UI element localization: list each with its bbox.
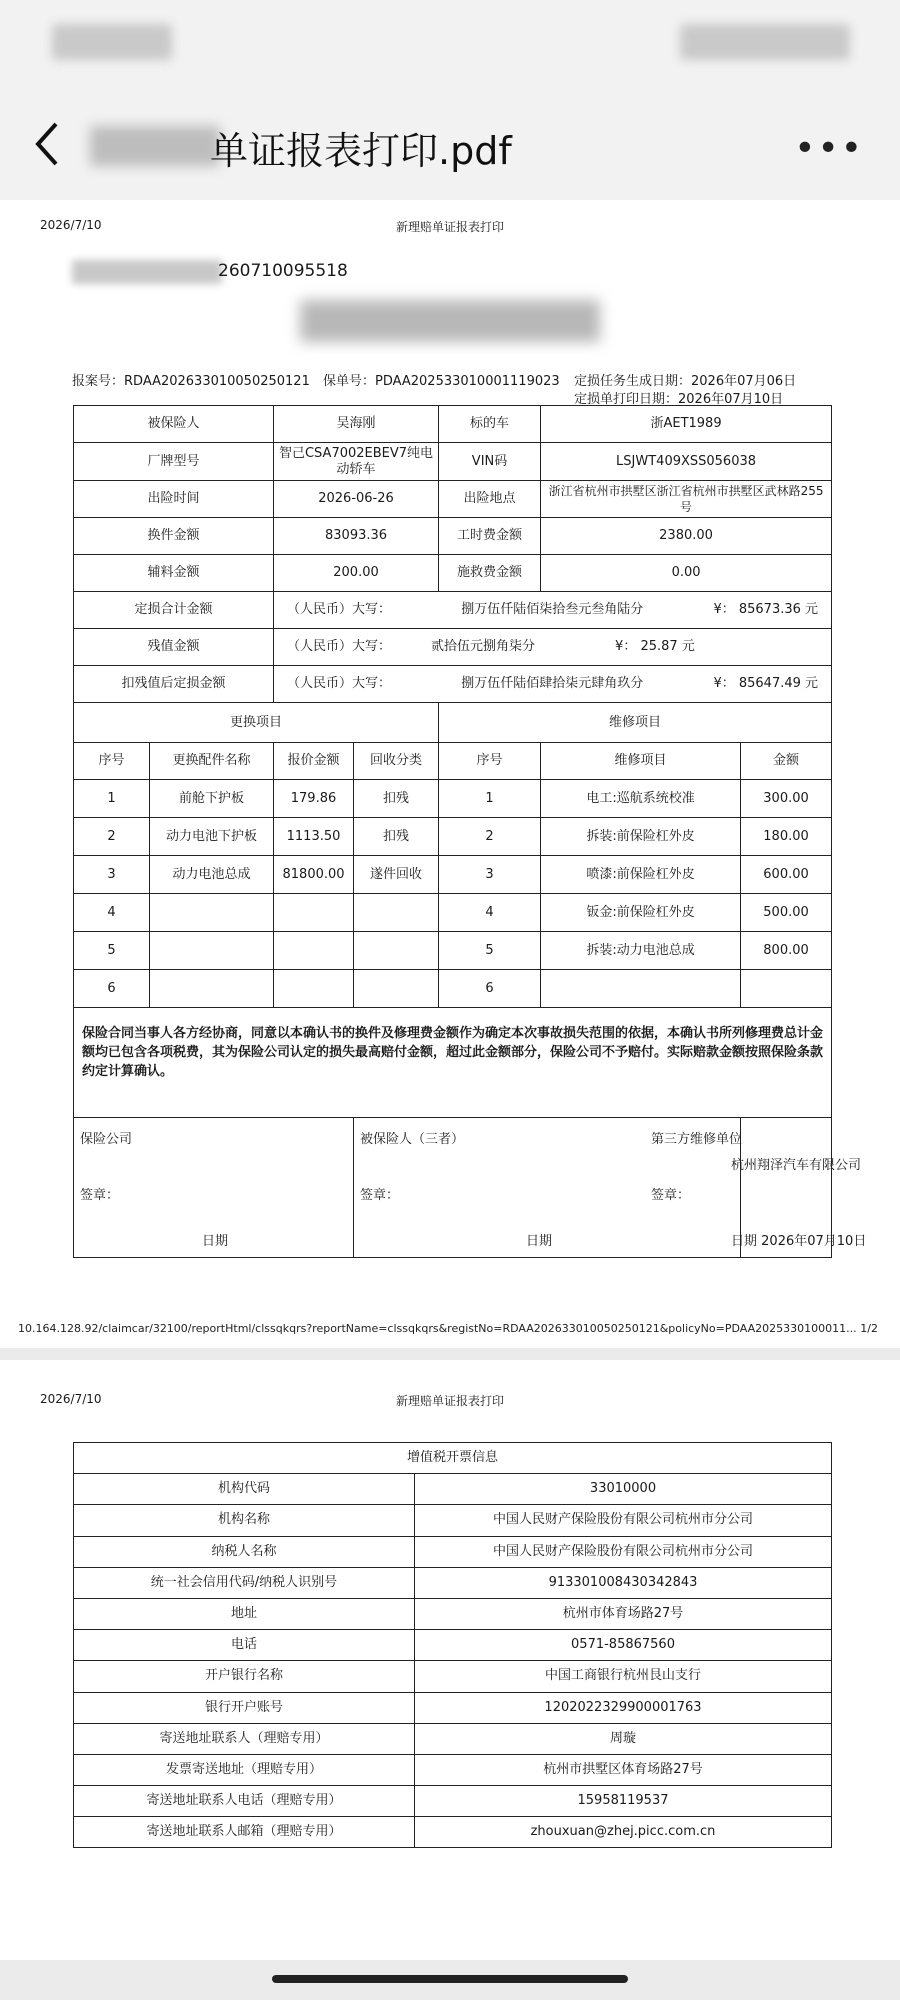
row-no2: 5 xyxy=(439,932,541,970)
insured-value: 吴海刚 xyxy=(274,406,439,443)
car-label: 标的车 xyxy=(439,406,541,443)
sig-company-seal: 签章： xyxy=(80,1188,120,1203)
table-row xyxy=(74,1661,832,1692)
total-amount-row xyxy=(274,592,832,629)
row-value: 33010000 xyxy=(415,1474,832,1505)
net-rmb-label: （人民币）大写： xyxy=(287,676,392,691)
table-row xyxy=(74,1567,832,1598)
table-row xyxy=(74,932,832,970)
row-label: 机构代码 xyxy=(74,1474,415,1505)
row-part xyxy=(150,970,274,1008)
confirmation-statement: 保险合同当事人各方经协商，同意以本确认书的换件及修理费金额作为确定本次事故损失范围的依据，本确认书所列修理费总计金额均已包含各项税费，其为保险公司认定的损失最高赔付金额，超过此金额部分，保险公司不予赔付。实际赔款金额按照保险条款约定计算确认。 xyxy=(74,1008,832,1118)
col-no2: 序号 xyxy=(439,743,541,780)
row-recycle: 遂件回收 xyxy=(354,856,439,894)
page2-date: 2026/7/10 xyxy=(40,1392,102,1406)
row-part: 动力电池总成 xyxy=(150,856,274,894)
insured-label: 被保险人 xyxy=(74,406,274,443)
more-options-icon[interactable]: ••• xyxy=(794,128,864,169)
sig-third-box xyxy=(651,1118,867,1258)
row-value: 中国工商银行杭州艮山支行 xyxy=(415,1661,832,1692)
total-label: 定损合计金额 xyxy=(74,592,274,629)
total-num: ¥： 85673.36 元 xyxy=(713,602,819,617)
row-label: 寄送地址联系人（理赔专用） xyxy=(74,1723,415,1754)
row-recycle xyxy=(354,894,439,932)
vin-value: LSJWT409XSS056038 xyxy=(541,443,832,481)
sig-third: 第三方维修单位 xyxy=(651,1132,743,1147)
col-recycle: 回收分类 xyxy=(354,743,439,780)
row-price xyxy=(274,970,354,1008)
sig-third-date: 日期 2026年07月10日 xyxy=(731,1234,867,1249)
salvage-rmb-label: （人民币）大写： xyxy=(287,639,392,654)
vat-invoice-table xyxy=(73,1442,832,1848)
row-label: 银行开户账号 xyxy=(74,1692,415,1723)
status-bar xyxy=(0,0,900,90)
net-label: 扣残值后定损金额 xyxy=(74,666,274,703)
table-row xyxy=(74,1505,832,1536)
row-no2: 2 xyxy=(439,818,541,856)
row-no2: 3 xyxy=(439,856,541,894)
rescue-value: 0.00 xyxy=(541,555,832,592)
sig-insured: 被保险人（三者） xyxy=(360,1132,465,1147)
col-amount: 金额 xyxy=(741,743,832,780)
row-amount: 500.00 xyxy=(741,894,832,932)
salvage-cn: 贰拾伍元捌角柒分 xyxy=(431,639,536,654)
replace-header: 更换项目 xyxy=(74,703,439,743)
row-amount xyxy=(741,970,832,1008)
col-price: 报价金额 xyxy=(274,743,354,780)
row-no: 1 xyxy=(74,780,150,818)
table-row xyxy=(74,1692,832,1723)
row-value: zhouxuan@zhej.picc.com.cn xyxy=(415,1817,832,1848)
time-label: 出险时间 xyxy=(74,481,274,518)
home-indicator[interactable] xyxy=(272,1975,628,1983)
table-row xyxy=(74,1630,832,1661)
row-label: 寄送地址联系人电话（理赔专用） xyxy=(74,1786,415,1817)
table-row xyxy=(74,1817,832,1848)
page-date: 2026/7/10 xyxy=(40,218,102,232)
footer-url: 10.164.128.92/claimcar/32100/reportHtml/clssqkqrs?reportName=clssqkqrs&registNo=RDAA202633010050250121&policyNo=PDAA2025330100011... xyxy=(18,1322,857,1335)
row-label: 统一社会信用代码/纳税人识别号 xyxy=(74,1567,415,1598)
row-no2: 4 xyxy=(439,894,541,932)
pdf-page-1 xyxy=(0,200,900,1348)
row-no: 3 xyxy=(74,856,150,894)
page-header: 新理赔单证报表打印 xyxy=(395,220,504,234)
vin-label: VIN码 xyxy=(439,443,541,481)
sig-third-seal: 签章： xyxy=(651,1188,691,1203)
row-amount: 180.00 xyxy=(741,818,832,856)
row-value: 中国人民财产保险股份有限公司杭州市分公司 xyxy=(415,1536,832,1567)
aux-value: 200.00 xyxy=(274,555,439,592)
row-price xyxy=(274,932,354,970)
parts-amount-value: 83093.36 xyxy=(274,518,439,555)
net-cn: 捌万伍仟陆佰肆拾柒元肆角玖分 xyxy=(461,676,644,691)
row-label: 寄送地址联系人邮箱（理赔专用） xyxy=(74,1817,415,1848)
row-recycle: 扣残 xyxy=(354,780,439,818)
row-no2: 1 xyxy=(439,780,541,818)
labor-value: 2380.00 xyxy=(541,518,832,555)
sig-company-box xyxy=(74,1118,354,1258)
row-label: 纳税人名称 xyxy=(74,1536,415,1567)
task-date: 定损任务生成日期：2026年07月06日 xyxy=(574,374,797,389)
row-value: 杭州市体育场路27号 xyxy=(415,1598,832,1629)
place-label: 出险地点 xyxy=(439,481,541,518)
sig-insured-seal: 签章： xyxy=(360,1188,400,1203)
loss-assessment-table xyxy=(73,405,867,1258)
repair-header: 维修项目 xyxy=(439,703,832,743)
sig-third-name: 杭州翔泽汽车有限公司 xyxy=(731,1158,862,1173)
status-blur-left xyxy=(52,24,172,60)
table-row xyxy=(74,1723,832,1754)
row-label: 机构名称 xyxy=(74,1505,415,1536)
row-price: 179.86 xyxy=(274,780,354,818)
table-row xyxy=(74,970,832,1008)
row-price: 81800.00 xyxy=(274,856,354,894)
row-value: 1202022329900001763 xyxy=(415,1692,832,1723)
row-recycle xyxy=(354,932,439,970)
row-amount: 600.00 xyxy=(741,856,832,894)
aux-label: 辅料金额 xyxy=(74,555,274,592)
report-number: 报案号：RDAA202633010050250121 xyxy=(72,374,310,389)
row-repair xyxy=(541,970,741,1008)
footer-page-number: 1/2 xyxy=(860,1322,878,1335)
number-blur xyxy=(72,260,222,284)
file-title: 单证报表打印.pdf xyxy=(210,129,512,173)
row-recycle: 扣残 xyxy=(354,818,439,856)
status-blur-right xyxy=(680,24,850,60)
salvage-label: 残值金额 xyxy=(74,629,274,666)
net-amount-row xyxy=(274,666,832,703)
vat-table-title: 增值税开票信息 xyxy=(74,1443,832,1474)
table-row xyxy=(74,1598,832,1629)
row-repair: 电工:巡航系统校准 xyxy=(541,780,741,818)
parts-amount-label: 换件金额 xyxy=(74,518,274,555)
row-price xyxy=(274,894,354,932)
pdf-page-2 xyxy=(0,1360,900,1960)
row-repair: 钣金:前保险杠外皮 xyxy=(541,894,741,932)
row-label: 发票寄送地址（理赔专用） xyxy=(74,1754,415,1785)
model-value: 智己CSA7002EBEV7纯电动轿车 xyxy=(274,443,439,481)
row-repair: 拆装:动力电池总成 xyxy=(541,932,741,970)
row-value: 0571-85867560 xyxy=(415,1630,832,1661)
print-date: 定损单打印日期：2026年07月10日 xyxy=(574,392,784,407)
row-amount: 300.00 xyxy=(741,780,832,818)
row-part xyxy=(150,894,274,932)
table-row xyxy=(74,1786,832,1817)
row-value: 杭州市拱墅区体育场路27号 xyxy=(415,1754,832,1785)
row-recycle xyxy=(354,970,439,1008)
salvage-amount-row xyxy=(274,629,832,666)
sig-company: 保险公司 xyxy=(80,1132,133,1147)
table-row xyxy=(74,1754,832,1785)
back-arrow-icon[interactable] xyxy=(28,116,68,172)
row-value: 中国人民财产保险股份有限公司杭州市分公司 xyxy=(415,1505,832,1536)
title-blur xyxy=(90,126,220,166)
row-repair: 拆装:前保险杠外皮 xyxy=(541,818,741,856)
table-row xyxy=(74,894,832,932)
title-bar xyxy=(0,90,900,200)
row-no: 5 xyxy=(74,932,150,970)
net-num: ¥： 85647.49 元 xyxy=(713,676,819,691)
row-label: 开户银行名称 xyxy=(74,1661,415,1692)
row-value: 913301008430342843 xyxy=(415,1567,832,1598)
place-value: 浙江省杭州市拱墅区浙江省杭州市拱墅区武林路255号 xyxy=(541,481,832,518)
sig-company-date: 日期 xyxy=(202,1234,229,1249)
row-no2: 6 xyxy=(439,970,541,1008)
col-part: 更换配件名称 xyxy=(150,743,274,780)
row-part: 动力电池下护板 xyxy=(150,818,274,856)
row-price: 1113.50 xyxy=(274,818,354,856)
row-part: 前舱下护板 xyxy=(150,780,274,818)
car-value: 浙AET1989 xyxy=(541,406,832,443)
row-value: 15958119537 xyxy=(415,1786,832,1817)
table-row xyxy=(74,1536,832,1567)
table-row xyxy=(74,856,832,894)
total-rmb-label: （人民币）大写： xyxy=(287,602,392,617)
page2-header: 新理赔单证报表打印 xyxy=(395,1394,504,1408)
sig-insured-date: 日期 xyxy=(526,1234,553,1249)
time-value: 2026-06-26 xyxy=(274,481,439,518)
row-repair: 喷漆:前保险杠外皮 xyxy=(541,856,741,894)
table-row xyxy=(74,818,832,856)
total-cn: 捌万伍仟陆佰柒拾叁元叁角陆分 xyxy=(461,602,644,617)
table-row xyxy=(74,1474,832,1505)
policy-number: 保单号：PDAA202533010001119023 xyxy=(323,374,560,389)
row-part xyxy=(150,932,274,970)
row-amount: 800.00 xyxy=(741,932,832,970)
labor-label: 工时费金额 xyxy=(439,518,541,555)
table-row xyxy=(74,780,832,818)
title-redacted xyxy=(300,300,600,342)
row-no: 2 xyxy=(74,818,150,856)
document-number: 260710095518 xyxy=(218,261,348,281)
row-value: 周璇 xyxy=(415,1723,832,1754)
rescue-label: 施救费金额 xyxy=(439,555,541,592)
col-no: 序号 xyxy=(74,743,150,780)
row-no: 4 xyxy=(74,894,150,932)
model-label: 厂牌型号 xyxy=(74,443,274,481)
salvage-num: ¥： 25.87 元 xyxy=(615,639,695,654)
col-repair: 维修项目 xyxy=(541,743,741,780)
row-label: 电话 xyxy=(74,1630,415,1661)
row-no: 6 xyxy=(74,970,150,1008)
row-label: 地址 xyxy=(74,1598,415,1629)
